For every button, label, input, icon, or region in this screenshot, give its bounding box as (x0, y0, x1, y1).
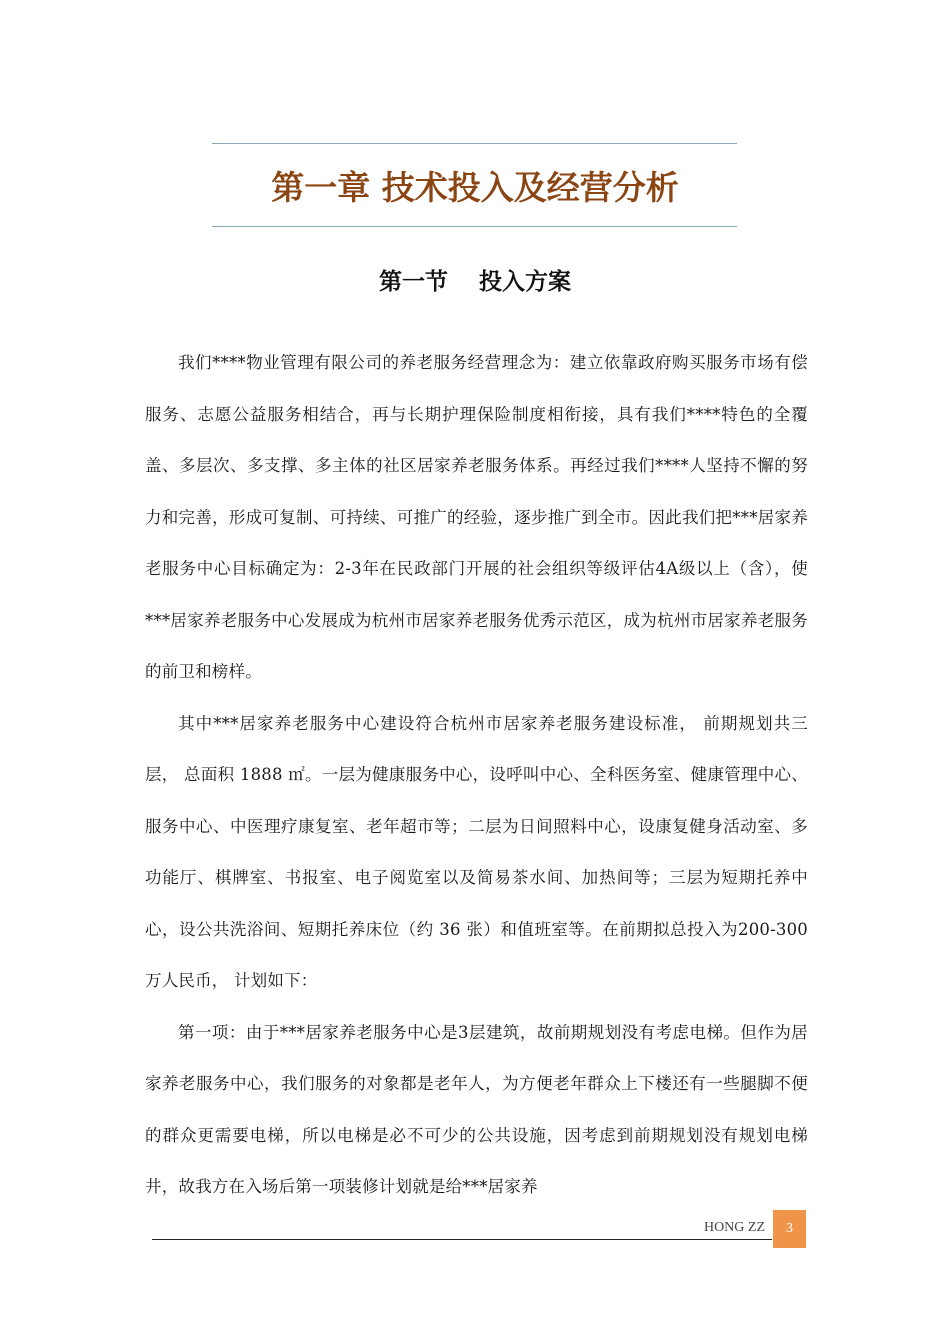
paragraph-1: 我们****物业管理有限公司的养老服务经营理念为：建立依靠政府购买服务市场有偿服务、志愿公益服务相结合，再与长期护理保险制度相衔接，具有我们****特色的全覆盖、多层次、多支撑、多主体的社区居家养老服务体系。再经过我们****人坚持不懈的努力和完善，形成可复制、可持续、可推广的经验，逐步推广到全市。因此我们把***居家养老服务中心目标确定为：2-3年在民政部门开展的社会组织等级评估4A级以上（含），使***居家养老服务中心发展成为杭州市居家养老服务优秀示范区，成为杭州市居家养老服务的前卫和榜样。 (145, 353, 808, 681)
title-rule-bottom (212, 226, 737, 227)
paragraph-3: 第一项：由于***居家养老服务中心是3层建筑，故前期规划没有考虑电梯。但作为居家养老服务中心，我们服务的对象都是老年人，为方便老年群众上下楼还有一些腿脚不便的群众更需要电梯，所以电梯是必不可少的公共设施，因考虑到前期规划没有规划电梯井，故我方在入场后第一项装修计划就是给***居家养 (145, 1022, 808, 1196)
footer-rule (152, 1239, 772, 1240)
section-title: 第一节 投入方案 (378, 269, 571, 295)
body-text (145, 337, 808, 1213)
page-number: 3 (786, 1221, 793, 1236)
title-rule-top (212, 143, 737, 144)
paragraph-2: 其中***居家养老服务中心建设符合杭州市居家养老服务建设标准， 前期规划共三层， 总面积 1888 ㎡。一层为健康服务中心，设呼叫中心、全科医务室、健康管理中心、服务中心、中医理疗康复室、老年超市等；二层为日间照料中心，设康复健身活动室、多功能厅、棋牌室、书报室、电子阅览室以及简易茶水间、加热间等；三层为短期托养中心，设公共洗浴间、短期托养床位（约 36 张）和值班室等。在前期拟总投入为200-300万人民币， 计划如下： (145, 713, 808, 990)
chapter-title: 第一章 技术投入及经营分析 (271, 168, 679, 207)
footer-label: HONG ZZ (703, 1220, 765, 1235)
page-number-badge (773, 1210, 806, 1248)
